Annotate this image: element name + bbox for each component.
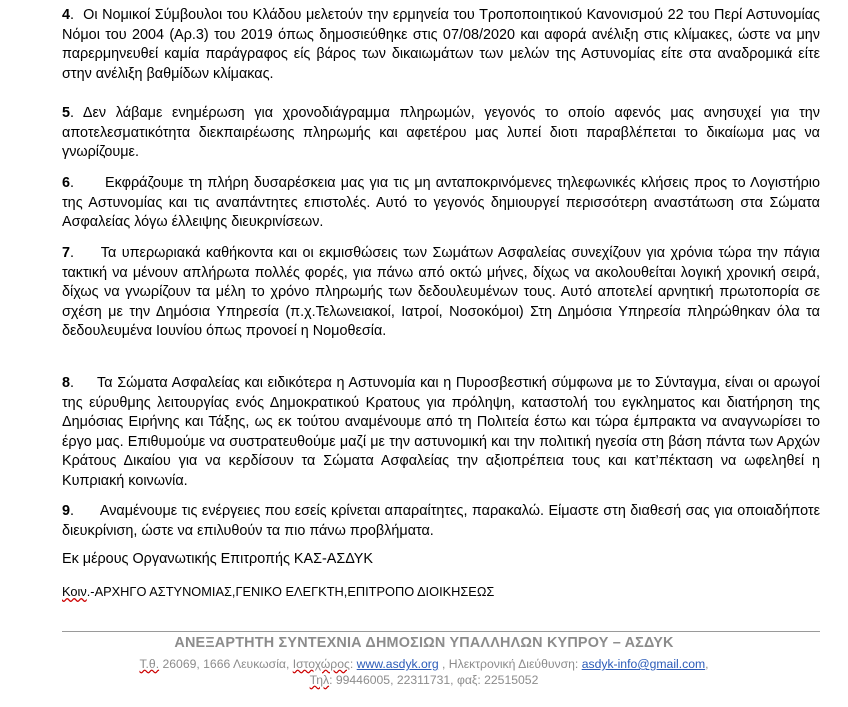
footer-divider xyxy=(62,631,820,632)
cc-prefix: Κοιν xyxy=(62,584,87,599)
footer-site-colon: : xyxy=(349,657,357,671)
paragraph-separator: . xyxy=(70,245,101,261)
paragraph-number: 4 xyxy=(62,7,71,23)
paragraph-text: Αναμένουμε τις ενέργειες που εσείς κρίνεται απαραίτητες, παρακαλώ. Είμαστε στη διαθεσή σας για οποιαδήποτε διευκρίνιση, ώστε να επιλυθούν τα πιο πάνω προβλήματα. xyxy=(62,503,820,539)
paragraph-5 xyxy=(62,104,820,163)
paragraph-text: Τα υπερωριακά καθήκοντα και οι εκμισθώσεις των Σωμάτων Ασφαλείας συνεχίζουν για χρόνια τώρα την πάγια τακτική να μένουν απλήρωτα πολλές φορές, για πάνω από οκτώ μήνες, δίχως να ακολουθείται λογική χρονική σειρά, δίχως να γνωρίζουν τα μέλη το χρόνο πληρωμής των δεδουλευμένων τους. Αυτό αποτελεί αρνητική πρωτοπορία σε σχέση με την Δημόσια Υπηρεσία (π.χ.Τελωνειακοί, Ιατροί, Νοσοκόμοι) Στη Δημόσια Υπηρεσία πληρώθηκαν όλα τα δεδουλευμένα Ιουνίου όπως προνοεί η Νομοθεσία. xyxy=(62,245,820,340)
paragraph-separator: . xyxy=(70,375,98,391)
paragraph-6 xyxy=(62,174,820,233)
footer-email-label: , Ηλεκτρονική Διεύθυνση: xyxy=(438,657,582,671)
footer-address-line xyxy=(0,657,848,671)
email-link[interactable]: asdyk-info@gmail.com xyxy=(581,657,706,671)
website-link[interactable]: www.asdyk.org xyxy=(356,657,439,671)
footer-org-name: ΑΝΕΞΑΡΤΗΤΗ ΣΥΝΤΕΧΝΙΑ ΔΗΜΟΣΙΩΝ ΥΠΑΛΛΗΛΩΝ ΚΥΠΡΟΥ – ΑΣΔΥΚ xyxy=(174,635,674,651)
paragraph-8 xyxy=(62,374,820,492)
footer-email-trail: , xyxy=(705,657,709,671)
paragraph-number: 9 xyxy=(62,503,71,519)
footer-phone-line xyxy=(0,673,848,687)
footer-site-label: Ιστοχώρος xyxy=(292,657,350,671)
paragraph-number: 6 xyxy=(62,175,71,191)
footer-po-box-label: Τ.θ. xyxy=(139,657,160,671)
paragraph-separator: . xyxy=(70,7,84,23)
paragraph-number: 5 xyxy=(62,105,71,121)
cc-line xyxy=(62,584,494,599)
paragraph-7 xyxy=(62,244,820,342)
footer-phones: : 99446005, 22311731, φαξ: 22515052 xyxy=(329,673,539,687)
paragraph-4 xyxy=(62,6,820,84)
paragraph-number: 8 xyxy=(62,375,71,391)
cc-recipients: .-ΑΡΧΗΓΟ ΑΣΤΥΝΟΜΙΑΣ,ΓΕΝΙΚΟ ΕΛΕΓΚΤΗ,ΕΠΙΤΡΟΠΟ ΔΙΟΙΚΗΣΕΩΣ xyxy=(86,584,495,599)
paragraph-text: Εκφράζουμε τη πλήρη δυσαρέσκεια μας για τις μη ανταποκρινόμενες τηλεφωνικές κλήσεις προς το Λογιστήριο της Αστυνομίας και τις αναπάντητες επιστολές. Αυτό το γεγονός δημιουργεί περισσότερη αναστάτωση στα Σώματα Ασφαλείας λόγω έλλειψης διευκρινίσεων. xyxy=(62,175,820,231)
paragraph-text: Οι Νομικοί Σύμβουλοι του Κλάδου μελετούν την ερμηνεία του Τροποποιητικού Κανονισμού 22 του Περί Αστυνομίας Νόμοι του 2004 (Αρ.3) του 2019 όπως δημοσιεύθηκε στις 07/08/2020 και αφορά ανέλιξη στις κλίμακες, ώστε να μην παρερμηνευθεί καμία παράγραφος είς βάρος των δικαιωμάτων των μελών της Αστυνομίας είτε στα αναδρομικά είτε στην ανέλιξη βαθμίδων κλίμακας. xyxy=(62,7,820,82)
footer-address: 26069, 1666 Λευκωσία, xyxy=(159,657,293,671)
paragraph-separator: . xyxy=(70,105,83,121)
paragraph-separator: . xyxy=(70,175,105,191)
paragraph-number: 7 xyxy=(62,245,71,261)
footer-phone-label: Τηλ xyxy=(309,673,330,687)
signoff-line: Εκ μέρους Οργανωτικής Επιτροπής ΚΑΣ-ΑΣΔΥΚ xyxy=(62,551,374,567)
paragraph-text: Δεν λάβαμε ενημέρωση για χρονοδιάγραμμα πληρωμών, γεγονός το οποίο αφενός μας ανησυχεί για την αποτελεσματικότητα διεκπαιρέωσης πληρωμής και αφετέρου μας λυπεί διοτι παραβλέπεται το δικαίωμα μας να γνωρίζουμε. xyxy=(62,105,820,161)
paragraph-text: Τα Σώματα Ασφαλείας και ειδικότερα η Αστυνομία και η Πυροσβεστική σύμφωνα με το Σύνταγμα, είναι οι αρωγοί της εύρυθμης λειτουργίας ενός Δημοκρατικού Κρατους για πρόληψη, καταστολή του εγκληματος και διατήρηση της Δημόσιας Ειρήνης και Τάξης, ως εκ τούτου αναμένουμε από τη Πολιτεία έστω και τώρα έμπρακτα να αναγνωρίσει το έργο μας. Επιθυμούμε να συστρατευθούμε μαζί με την αστυνομική και την πολιτική ηγεσία στη βάση πάντα των Αρχών Κράτους Δικαίου για να κερδίσουν τα Σώματα Ασφαλείας την αξιοπρέπεια τους και κατ’πέκταση να ωφεληθεί η Κυπριακή κοινωνία. xyxy=(62,375,821,489)
paragraph-9 xyxy=(62,502,820,541)
paragraph-separator: . xyxy=(70,503,100,519)
